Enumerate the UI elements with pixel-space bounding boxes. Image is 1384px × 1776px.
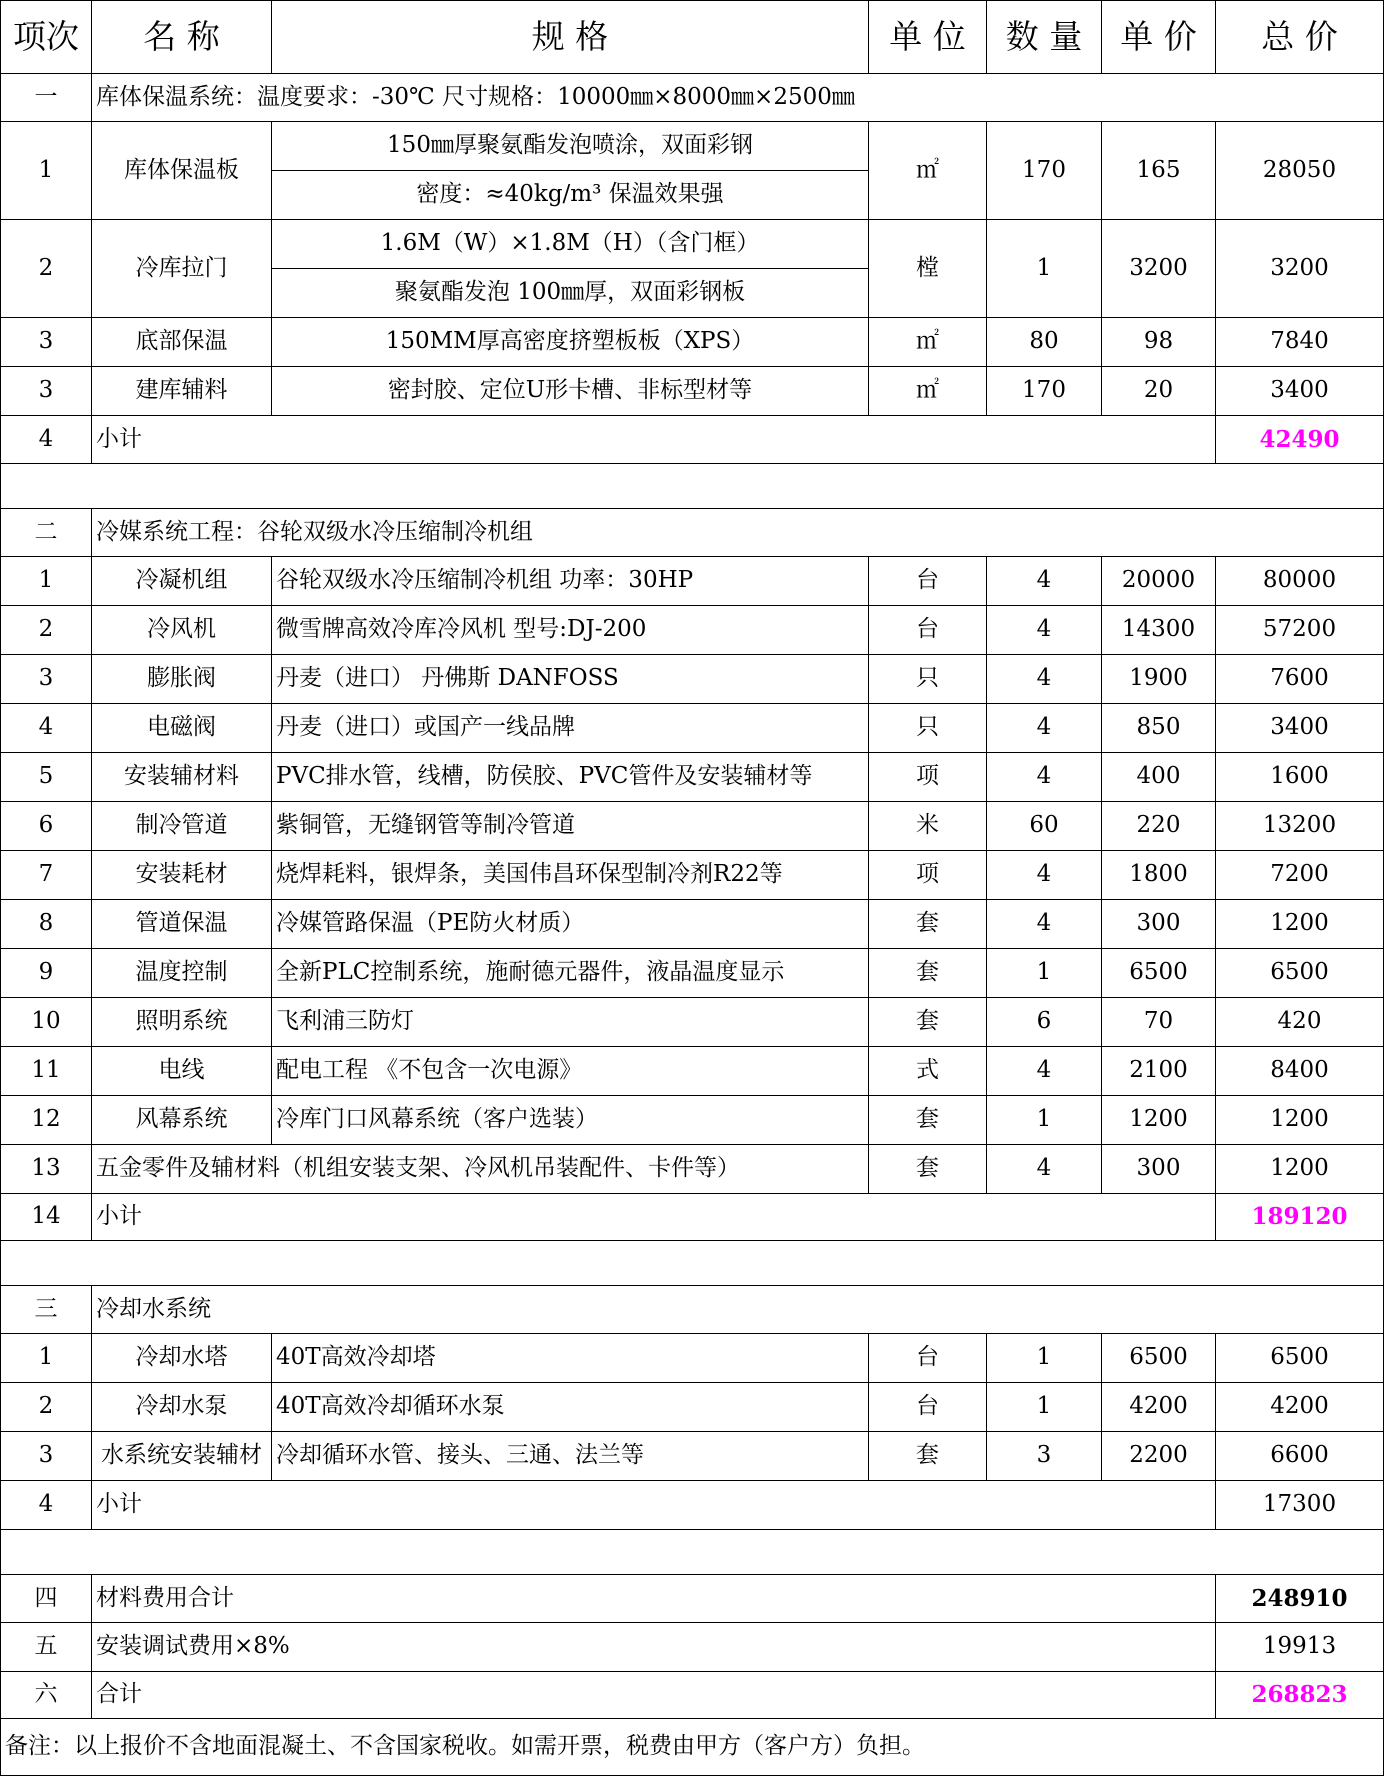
item-name: 膨胀阀 [92,655,272,704]
item-qty: 170 [987,367,1102,416]
item-price: 2100 [1102,1047,1216,1096]
table-row [1,1096,1384,1145]
row-number: 3 [1,367,92,416]
item-price: 400 [1102,753,1216,802]
subtotal-row [1,1194,1384,1241]
item-name: 安装耗材 [92,851,272,900]
row-number: 4 [1,1481,92,1530]
item-price: 6500 [1102,1334,1216,1383]
item-spec: 冷却循环水管、接头、三通、法兰等 [272,1432,869,1481]
header-total: 总 价 [1216,1,1384,74]
grand-total-row [1,1672,1384,1719]
item-spec: 丹麦（进口）或国产一线品牌 [272,704,869,753]
row-number: 1 [1,122,92,220]
item-total: 7840 [1216,318,1384,367]
item-spec: 密封胶、定位U形卡槽、非标型材等 [272,367,869,416]
item-price: 6500 [1102,949,1216,998]
item-name: 管道保温 [92,900,272,949]
item-unit: ㎡ [869,367,987,416]
item-price: 165 [1102,122,1216,220]
item-spec: 40T高效冷却循环水泵 [272,1383,869,1432]
item-total: 6500 [1216,1334,1384,1383]
row-number: 五 [1,1623,92,1672]
install-fee-row [1,1623,1384,1672]
materials-total-label: 材料费用合计 [92,1575,1216,1623]
subtotal-label: 小计 [92,1481,1216,1530]
row-number: 3 [1,655,92,704]
item-unit: 套 [869,1096,987,1145]
item-spec: PVC排水管，线槽，防侯胶、PVC管件及安装辅材等 [272,753,869,802]
subtotal-label: 小计 [92,416,1216,464]
item-unit: 只 [869,704,987,753]
table-row [1,704,1384,753]
item-total: 57200 [1216,606,1384,655]
item-qty: 1 [987,1383,1102,1432]
item-name: 电磁阀 [92,704,272,753]
item-unit: 台 [869,557,987,606]
item-unit: ㎡ [869,122,987,220]
item-price: 1200 [1102,1096,1216,1145]
item-price: 20000 [1102,557,1216,606]
item-spec: 配电工程 《不包含一次电源》 [272,1047,869,1096]
item-name: 冷风机 [92,606,272,655]
subtotal-row [1,1481,1384,1530]
item-total: 13200 [1216,802,1384,851]
item-name: 库体保温板 [92,122,272,220]
item-name: 冷却水泵 [92,1383,272,1432]
item-price: 20 [1102,367,1216,416]
item-qty: 4 [987,655,1102,704]
table-row [1,318,1384,367]
table-row [1,1145,1384,1194]
header-name: 名 称 [92,1,272,74]
item-price: 300 [1102,900,1216,949]
table-row [1,655,1384,704]
item-qty: 4 [987,851,1102,900]
spacer-row [1,1241,1384,1286]
item-qty: 1 [987,1334,1102,1383]
section-number: 二 [1,509,92,557]
row-number: 4 [1,416,92,464]
table-row [1,998,1384,1047]
row-number: 5 [1,753,92,802]
item-total: 1200 [1216,1096,1384,1145]
table-row [1,606,1384,655]
item-price: 4200 [1102,1383,1216,1432]
item-price: 1800 [1102,851,1216,900]
item-total: 28050 [1216,122,1384,220]
subtotal-label: 小计 [92,1194,1216,1241]
item-qty: 4 [987,1145,1102,1194]
item-spec: 谷轮双级水冷压缩制冷机组 功率：30HP [272,557,869,606]
header-unit: 单 位 [869,1,987,74]
item-name: 制冷管道 [92,802,272,851]
table-row [1,1432,1384,1481]
item-spec-line2: 聚氨酯发泡 100㎜厚，双面彩钢板 [272,269,869,318]
row-number: 3 [1,318,92,367]
row-number: 11 [1,1047,92,1096]
grand-total-value: 268823 [1216,1672,1384,1719]
item-spec: 40T高效冷却塔 [272,1334,869,1383]
header-qty: 数 量 [987,1,1102,74]
item-spec: 微雪牌高效冷库冷风机 型号:DJ-200 [272,606,869,655]
item-name: 水系统安装辅材 [92,1432,272,1481]
row-number: 2 [1,606,92,655]
item-qty: 3 [987,1432,1102,1481]
item-spec-line2: 密度：≈40kg/m³ 保温效果强 [272,171,869,220]
item-total: 3400 [1216,704,1384,753]
item-total: 80000 [1216,557,1384,606]
row-number: 10 [1,998,92,1047]
row-number: 3 [1,1432,92,1481]
materials-total-row [1,1575,1384,1623]
item-total: 3200 [1216,220,1384,318]
table-row [1,753,1384,802]
row-number: 2 [1,1383,92,1432]
item-qty: 170 [987,122,1102,220]
item-price: 850 [1102,704,1216,753]
table-row [1,1383,1384,1432]
table-row [1,220,1384,269]
item-unit: 樘 [869,220,987,318]
grand-total-label: 合计 [92,1672,1216,1719]
item-unit: 米 [869,802,987,851]
item-price: 70 [1102,998,1216,1047]
item-qty: 6 [987,998,1102,1047]
row-number: 12 [1,1096,92,1145]
item-total: 6600 [1216,1432,1384,1481]
item-total: 8400 [1216,1047,1384,1096]
item-total: 4200 [1216,1383,1384,1432]
item-name: 照明系统 [92,998,272,1047]
materials-total-value: 248910 [1216,1575,1384,1623]
item-unit: 式 [869,1047,987,1096]
install-fee-label: 安装调试费用×8% [92,1623,1216,1672]
section-header-row [1,509,1384,557]
note-row [1,1719,1384,1776]
item-spec: 冷媒管路保温（PE防火材质） [272,900,869,949]
item-price: 3200 [1102,220,1216,318]
item-name: 安装辅材料 [92,753,272,802]
item-spec: 飞利浦三防灯 [272,998,869,1047]
row-number: 1 [1,1334,92,1383]
spacer-row [1,1530,1384,1575]
section-header-row [1,74,1384,122]
item-price: 220 [1102,802,1216,851]
subtotal-row [1,416,1384,464]
item-name: 温度控制 [92,949,272,998]
item-qty: 4 [987,1047,1102,1096]
item-qty: 4 [987,753,1102,802]
item-name: 冷库拉门 [92,220,272,318]
item-price: 2200 [1102,1432,1216,1481]
item-name: 底部保温 [92,318,272,367]
row-number: 13 [1,1145,92,1194]
row-number: 1 [1,557,92,606]
table-row [1,1334,1384,1383]
item-unit: 套 [869,1145,987,1194]
row-number: 9 [1,949,92,998]
item-price: 98 [1102,318,1216,367]
table-header-row [1,1,1384,74]
item-name: 冷凝机组 [92,557,272,606]
item-unit: ㎡ [869,318,987,367]
item-unit: 套 [869,1432,987,1481]
section-title: 冷媒系统工程：谷轮双级水冷压缩制冷机组 [92,509,1384,557]
section-header-row [1,1286,1384,1334]
header-item-no: 项次 [1,1,92,74]
item-qty: 60 [987,802,1102,851]
row-number: 四 [1,1575,92,1623]
row-number: 6 [1,802,92,851]
item-name: 冷却水塔 [92,1334,272,1383]
item-unit: 套 [869,998,987,1047]
item-spec: 全新PLC控制系统，施耐德元器件，液晶温度显示 [272,949,869,998]
install-fee-value: 19913 [1216,1623,1384,1672]
spacer-row [1,464,1384,509]
table-row [1,802,1384,851]
table-row [1,949,1384,998]
item-total: 420 [1216,998,1384,1047]
row-number: 8 [1,900,92,949]
table-row [1,1047,1384,1096]
item-price: 14300 [1102,606,1216,655]
subtotal-value: 189120 [1216,1194,1384,1241]
item-total: 7600 [1216,655,1384,704]
item-qty: 4 [987,900,1102,949]
row-number: 2 [1,220,92,318]
item-spec: 紫铜管，无缝钢管等制冷管道 [272,802,869,851]
section-number: 一 [1,74,92,122]
subtotal-value: 42490 [1216,416,1384,464]
item-total: 1200 [1216,1145,1384,1194]
section-number: 三 [1,1286,92,1334]
item-unit: 项 [869,753,987,802]
table-row [1,367,1384,416]
item-qty: 80 [987,318,1102,367]
remark-note: 备注：以上报价不含地面混凝土、不含国家税收。如需开票，税费由甲方（客户方）负担。 [1,1719,1384,1776]
item-unit: 套 [869,900,987,949]
row-number: 六 [1,1672,92,1719]
table-row [1,900,1384,949]
subtotal-value: 17300 [1216,1481,1384,1530]
item-unit: 台 [869,1334,987,1383]
item-spec-line1: 150㎜厚聚氨酯发泡喷涂，双面彩钢 [272,122,869,171]
row-number: 7 [1,851,92,900]
item-unit: 台 [869,1383,987,1432]
row-number: 4 [1,704,92,753]
table-row [1,122,1384,171]
item-qty: 1 [987,949,1102,998]
item-total: 3400 [1216,367,1384,416]
row-number: 14 [1,1194,92,1241]
item-qty: 4 [987,606,1102,655]
item-unit: 台 [869,606,987,655]
item-spec: 丹麦（进口） 丹佛斯 DANFOSS [272,655,869,704]
item-total: 1600 [1216,753,1384,802]
item-unit: 项 [869,851,987,900]
section-title: 冷却水系统 [92,1286,1384,1334]
item-name: 电线 [92,1047,272,1096]
item-spec: 150MM厚高密度挤塑板板（XPS） [272,318,869,367]
header-unit-price: 单 价 [1102,1,1216,74]
table-row [1,557,1384,606]
item-total: 1200 [1216,900,1384,949]
item-spec-line1: 1.6M（W）×1.8M（H）（含门框） [272,220,869,269]
item-price: 300 [1102,1145,1216,1194]
item-name: 风幕系统 [92,1096,272,1145]
item-total: 6500 [1216,949,1384,998]
item-price: 1900 [1102,655,1216,704]
item-qty: 1 [987,1096,1102,1145]
item-qty: 4 [987,557,1102,606]
item-unit: 套 [869,949,987,998]
table-row [1,851,1384,900]
item-unit: 只 [869,655,987,704]
item-qty: 1 [987,220,1102,318]
item-spec: 烧焊耗料，银焊条，美国伟昌环保型制冷剂R22等 [272,851,869,900]
item-spec: 五金零件及辅材料（机组安装支架、冷风机吊装配件、卡件等） [92,1145,869,1194]
item-total: 7200 [1216,851,1384,900]
item-qty: 4 [987,704,1102,753]
header-spec: 规 格 [272,1,869,74]
item-spec: 冷库门口风幕系统（客户选装） [272,1096,869,1145]
section-title: 库体保温系统：温度要求：-30℃ 尺寸规格：10000㎜×8000㎜×2500㎜ [92,74,1384,122]
item-name: 建库辅料 [92,367,272,416]
